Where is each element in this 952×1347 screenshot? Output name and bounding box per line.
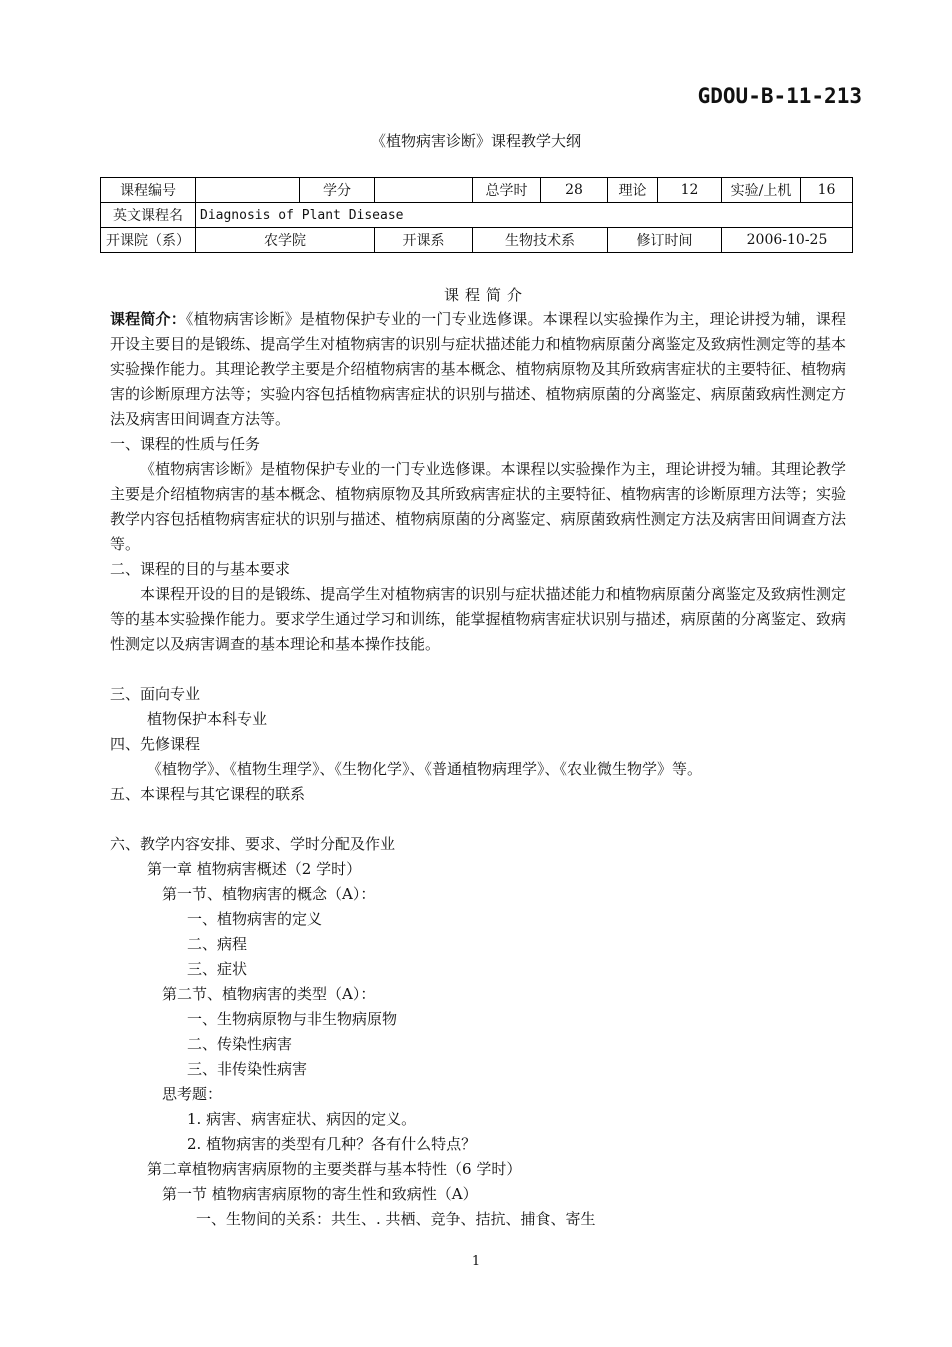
revised-label: 修订时间 <box>608 228 722 253</box>
section-1-text: 《植物病害诊断》是植物保护专业的一门专业选修课。本课程以实验操作为主，理论讲授为辅。其理论教学主要是介绍植物病害的基本概念、植物病原物及其所致病害症状的主要特征、植物病害的诊断原理方法等；实验教学内容包括植物病害症状的识别与描述、植物病原菌的分离鉴定、病原菌致病性测定方法及病害田间调查方法等。 <box>110 460 846 553</box>
document-body <box>110 307 846 1232</box>
college-label: 开课院（系） <box>101 228 196 253</box>
credit-value <box>375 178 473 203</box>
list-item: 一、植物病害的定义 <box>187 910 323 928</box>
en-name-label: 英文课程名 <box>101 203 196 228</box>
document-title: 《植物病害诊断》课程教学大纲 <box>370 132 581 150</box>
document-code: GDOU-B-11-213 <box>697 84 862 108</box>
section-5-title: 五、本课程与其它课程的联系 <box>110 785 306 803</box>
chapter-1-section-1: 第一节、植物病害的概念（A）： <box>162 885 376 903</box>
chapter-1-title: 第一章 植物病害概述（2 学时） <box>147 860 362 878</box>
section-3-title: 三、面向专业 <box>110 685 201 703</box>
chapter-2-title: 第二章植物病害病原物的主要类群与基本特性（6 学时） <box>147 1160 522 1178</box>
section-4-text: 《植物学》、《植物生理学》、《生物化学》、《普通植物病理学》、《农业微生物学》等。 <box>147 760 703 778</box>
table-row <box>101 228 853 253</box>
page-number: 1 <box>471 1254 481 1269</box>
chapter-1-section-2: 第二节、植物病害的类型（A）： <box>162 985 376 1003</box>
question-item: 2. 植物病害的类型有几种？各有什么特点？ <box>187 1135 477 1153</box>
course-no-label: 课程编号 <box>101 178 196 203</box>
theory-value: 12 <box>658 178 722 203</box>
section-2-title: 二、课程的目的与基本要求 <box>110 560 291 578</box>
lab-value: 16 <box>801 178 853 203</box>
course-no-value <box>196 178 300 203</box>
chapter-2-section-1: 第一节 植物病害病原物的寄生性和致病性（A） <box>162 1185 478 1203</box>
list-item: 一、生物病原物与非生物病原物 <box>187 1010 398 1028</box>
section-3-text: 植物保护本科专业 <box>147 710 268 728</box>
dept-label: 开课系 <box>375 228 473 253</box>
college-value: 农学院 <box>196 228 375 253</box>
en-name-value: Diagnosis of Plant Disease <box>196 203 853 228</box>
section-2-text: 本课程开设的目的是锻练、提高学生对植物病害的识别与症状描述能力和植物病原菌分离鉴定及致病性测定等的基本实验操作能力。要求学生通过学习和训练，能掌握植物病害症状识别与描述，病原菌的分离鉴定、致病性测定以及病害调查的基本理论和基本操作技能。 <box>110 585 846 653</box>
section-6-title: 六、教学内容安排、要求、学时分配及作业 <box>110 835 396 853</box>
intro-label: 课程简介： <box>110 310 186 328</box>
credit-label: 学分 <box>300 178 375 203</box>
table-row <box>101 178 853 203</box>
list-item: 二、传染性病害 <box>187 1035 293 1053</box>
course-info-table <box>100 177 853 253</box>
intro-text: 《植物病害诊断》是植物保护专业的一门专业选修课。本课程以实验操作为主，理论讲授为辅，课程开设主要目的是锻练、提高学生对植物病害的识别与症状描述能力和植物病原菌分离鉴定及致病性测定等的基本实验操作能力。其理论教学主要是介绍植物病害的基本概念、植物病原物及其所致病害症状的主要特征、植物病害的诊断原理方法等；实验内容包括植物病害症状的识别与描述、植物病原菌的分离鉴定、病原菌致病性测定方法及病害田间调查方法等。 <box>110 310 846 428</box>
intro-paragraph <box>110 307 846 432</box>
question-item: 1. 病害、病害症状、病因的定义。 <box>187 1110 417 1128</box>
theory-label: 理论 <box>608 178 658 203</box>
list-item: 三、症状 <box>187 960 248 978</box>
list-item: 二、病程 <box>187 935 248 953</box>
spacer <box>110 807 846 832</box>
table-row <box>101 203 853 228</box>
total-hours-label: 总学时 <box>473 178 541 203</box>
list-item: 三、非传染性病害 <box>187 1060 308 1078</box>
section-4-title: 四、先修课程 <box>110 735 201 753</box>
total-hours-value: 28 <box>541 178 608 203</box>
dept-value: 生物技术系 <box>473 228 608 253</box>
questions-label: 思考题： <box>162 1085 223 1103</box>
revised-value: 2006-10-25 <box>722 228 853 253</box>
list-item: 一、生物间的关系：共生、. 共栖、竞争、拮抗、捕食、寄生 <box>196 1210 596 1228</box>
section-1-title: 一、课程的性质与任务 <box>110 435 261 453</box>
lab-label: 实验/上机 <box>722 178 801 203</box>
intro-heading: 课程简介 <box>443 286 528 304</box>
spacer <box>110 657 846 682</box>
